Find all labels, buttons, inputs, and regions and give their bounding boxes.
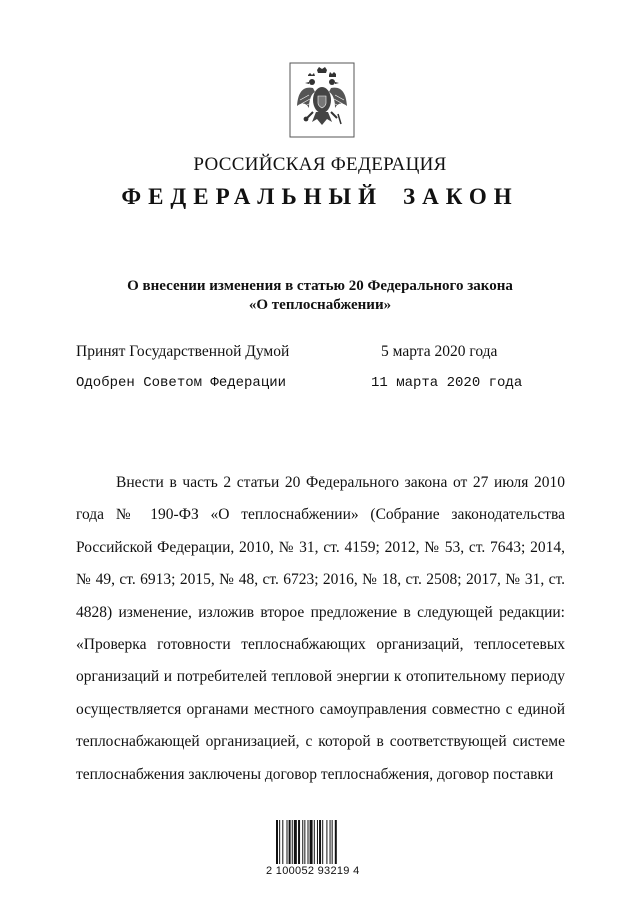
- barcode-bar: [326, 820, 327, 864]
- barcode-icon: [276, 820, 366, 864]
- duma-date: 5 марта 2020 года: [381, 343, 498, 360]
- barcode-bar: [298, 820, 300, 864]
- barcode-bar: [304, 820, 305, 864]
- law-body: [76, 467, 565, 791]
- barcode-number: 2 100052 93219 4: [266, 865, 360, 877]
- barcode-bar: [282, 820, 283, 864]
- law-title-line-2: «О теплоснабжении»: [248, 297, 392, 313]
- council-label: Одобрен Советом Федерации: [76, 375, 287, 391]
- barcode-bar: [335, 820, 337, 864]
- barcode-bar: [289, 820, 291, 864]
- law-type-word-federal: ФЕДЕРАЛЬНЫЙ: [121, 184, 384, 209]
- law-title: [0, 277, 640, 315]
- barcode-bar: [308, 820, 309, 864]
- body-paragraph: Внести в часть 2 статьи 20 Федерального закона от 27 июля 2010 года № 190-ФЗ «О теплоснабжении» (Собрание законодательства Российской Федерации, 2010, № 31, ст. 4159; 2012, № 53, ст. 7643; 2014, № 49, ст. 6913; 2015, № 48, ст. 6723; 2016, № 18, ст. 2508; 2017, № 31, ст. 4828) изменение, изложив второе предложение в следующей редакции: «Проверка готовности теплоснабжающих организаций, теплосетевых организаций и потребителей тепловой энергии к отопительному периоду осуществляется органами местного самоуправления совместно с единой теплоснабжающей организацией, с которой в соответствующей системе теплоснабжения заключены договор теплоснабжения, договор поставки: [76, 474, 565, 783]
- barcode-bar: [276, 820, 278, 864]
- barcode-bar: [317, 820, 318, 864]
- barcode-bar: [322, 820, 323, 864]
- barcode-bar: [314, 820, 315, 864]
- law-title-line-1: О внесении изменения в статью 20 Федерального закона: [127, 278, 513, 294]
- barcode-bar: [292, 820, 293, 864]
- country-name: РОССИЙСКАЯ ФЕДЕРАЦИЯ: [193, 154, 447, 175]
- barcode-bar: [319, 820, 321, 864]
- coat-of-arms-icon: [289, 62, 355, 138]
- barcode-bar: [302, 820, 303, 864]
- law-type-word-law: ЗАКОН: [403, 184, 519, 209]
- barcode-bar: [330, 820, 331, 864]
- barcode-bar: [287, 820, 288, 864]
- barcode-bar: [279, 820, 280, 864]
- law-type-heading: [0, 184, 640, 210]
- barcode-bar: [310, 820, 313, 864]
- barcode-bar: [294, 820, 297, 864]
- duma-label: Принят Государственной Думой: [76, 343, 290, 360]
- barcode-bar: [332, 820, 333, 864]
- council-date: 11 марта 2020 года: [371, 375, 523, 391]
